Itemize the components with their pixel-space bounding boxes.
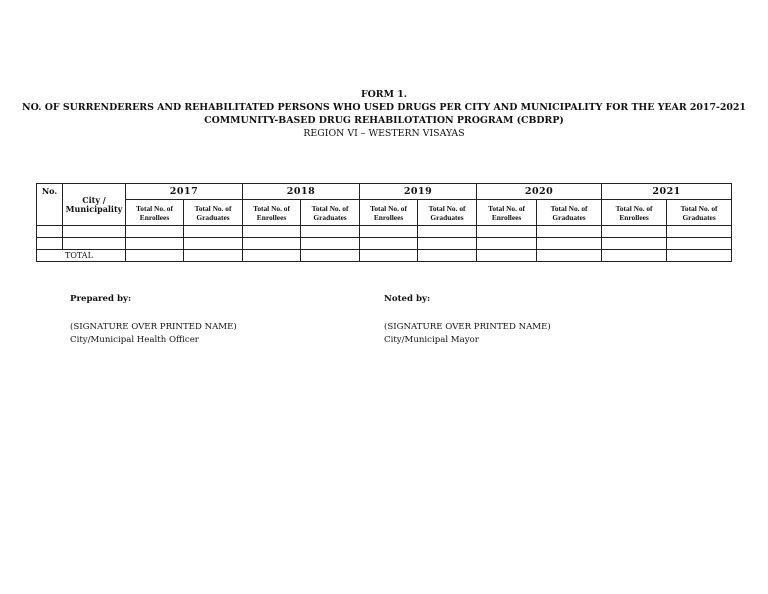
year-header-2020: 2020	[477, 184, 602, 200]
total-cell[interactable]	[360, 250, 418, 262]
year-header-2021: 2021	[602, 184, 732, 200]
graduates-header: Total No. of Graduates	[301, 200, 360, 226]
prepared-by-block	[70, 293, 237, 347]
prepared-by-signature-line: (SIGNATURE OVER PRINTED NAME)	[70, 322, 237, 332]
graduates-header: Total No. of Graduates	[537, 200, 602, 226]
total-label: TOTAL	[37, 250, 126, 262]
total-cell[interactable]	[477, 250, 537, 262]
table-cell[interactable]	[667, 238, 732, 250]
graduates-header: Total No. of Graduates	[667, 200, 732, 226]
table-cell[interactable]	[418, 238, 477, 250]
table-cell[interactable]	[126, 238, 184, 250]
noted-by-title: City/Municipal Mayor	[384, 335, 479, 345]
year-header-2018: 2018	[243, 184, 360, 200]
table-cell[interactable]	[477, 226, 537, 238]
table-cell[interactable]	[477, 238, 537, 250]
table-subheader-row	[37, 200, 732, 226]
table-row	[37, 238, 732, 250]
table-header-row	[37, 184, 732, 200]
table-cell[interactable]	[37, 238, 63, 250]
table-cell[interactable]	[63, 226, 126, 238]
table-cell[interactable]	[126, 226, 184, 238]
noted-by-label: Noted by:	[384, 294, 431, 304]
col-no-header: No.	[37, 184, 63, 226]
table-cell[interactable]	[37, 226, 63, 238]
noted-by-signature-line: (SIGNATURE OVER PRINTED NAME)	[384, 322, 551, 332]
program-title: COMMUNITY-BASED DRUG REHABILOTATION PROGRAM (CBDRP)	[204, 115, 564, 126]
table-cell[interactable]	[63, 238, 126, 250]
table-cell[interactable]	[537, 226, 602, 238]
table-cell[interactable]	[667, 226, 732, 238]
form-title: NO. OF SURRENDERERS AND REHABILITATED PERSONS WHO USED DRUGS PER CITY AND MUNICIPALITY FOR THE YEAR 2017-2021	[22, 102, 746, 113]
enrollees-header: Total No. of Enrollees	[126, 200, 184, 226]
table-cell[interactable]	[360, 238, 418, 250]
table-cell[interactable]	[537, 238, 602, 250]
graduates-header: Total No. of Graduates	[418, 200, 477, 226]
prepared-by-title: City/Municipal Health Officer	[70, 335, 199, 345]
year-header-2019: 2019	[360, 184, 477, 200]
total-cell[interactable]	[184, 250, 243, 262]
graduates-header: Total No. of Graduates	[184, 200, 243, 226]
total-cell[interactable]	[126, 250, 184, 262]
table-cell[interactable]	[602, 238, 667, 250]
table-row	[37, 226, 732, 238]
form-header	[0, 88, 768, 140]
total-cell[interactable]	[537, 250, 602, 262]
region-title: REGION VI – WESTERN VISAYAS	[303, 128, 465, 139]
data-table	[36, 183, 732, 262]
enrollees-header: Total No. of Enrollees	[602, 200, 667, 226]
table-cell[interactable]	[243, 226, 301, 238]
total-cell[interactable]	[418, 250, 477, 262]
enrollees-header: Total No. of Enrollees	[243, 200, 301, 226]
table-cell[interactable]	[243, 238, 301, 250]
total-cell[interactable]	[301, 250, 360, 262]
prepared-by-label: Prepared by:	[70, 294, 132, 304]
table-cell[interactable]	[602, 226, 667, 238]
table-cell[interactable]	[360, 226, 418, 238]
table-cell[interactable]	[418, 226, 477, 238]
total-cell[interactable]	[243, 250, 301, 262]
year-header-2017: 2017	[126, 184, 243, 200]
form-number: FORM 1.	[360, 89, 408, 100]
enrollees-header: Total No. of Enrollees	[360, 200, 418, 226]
total-cell[interactable]	[667, 250, 732, 262]
table-cell[interactable]	[184, 238, 243, 250]
table-cell[interactable]	[301, 238, 360, 250]
noted-by-block	[384, 293, 551, 347]
col-city-header: City / Municipality	[63, 184, 126, 226]
total-cell[interactable]	[602, 250, 667, 262]
table-cell[interactable]	[301, 226, 360, 238]
table-cell[interactable]	[184, 226, 243, 238]
enrollees-header: Total No. of Enrollees	[477, 200, 537, 226]
total-row	[37, 250, 732, 262]
